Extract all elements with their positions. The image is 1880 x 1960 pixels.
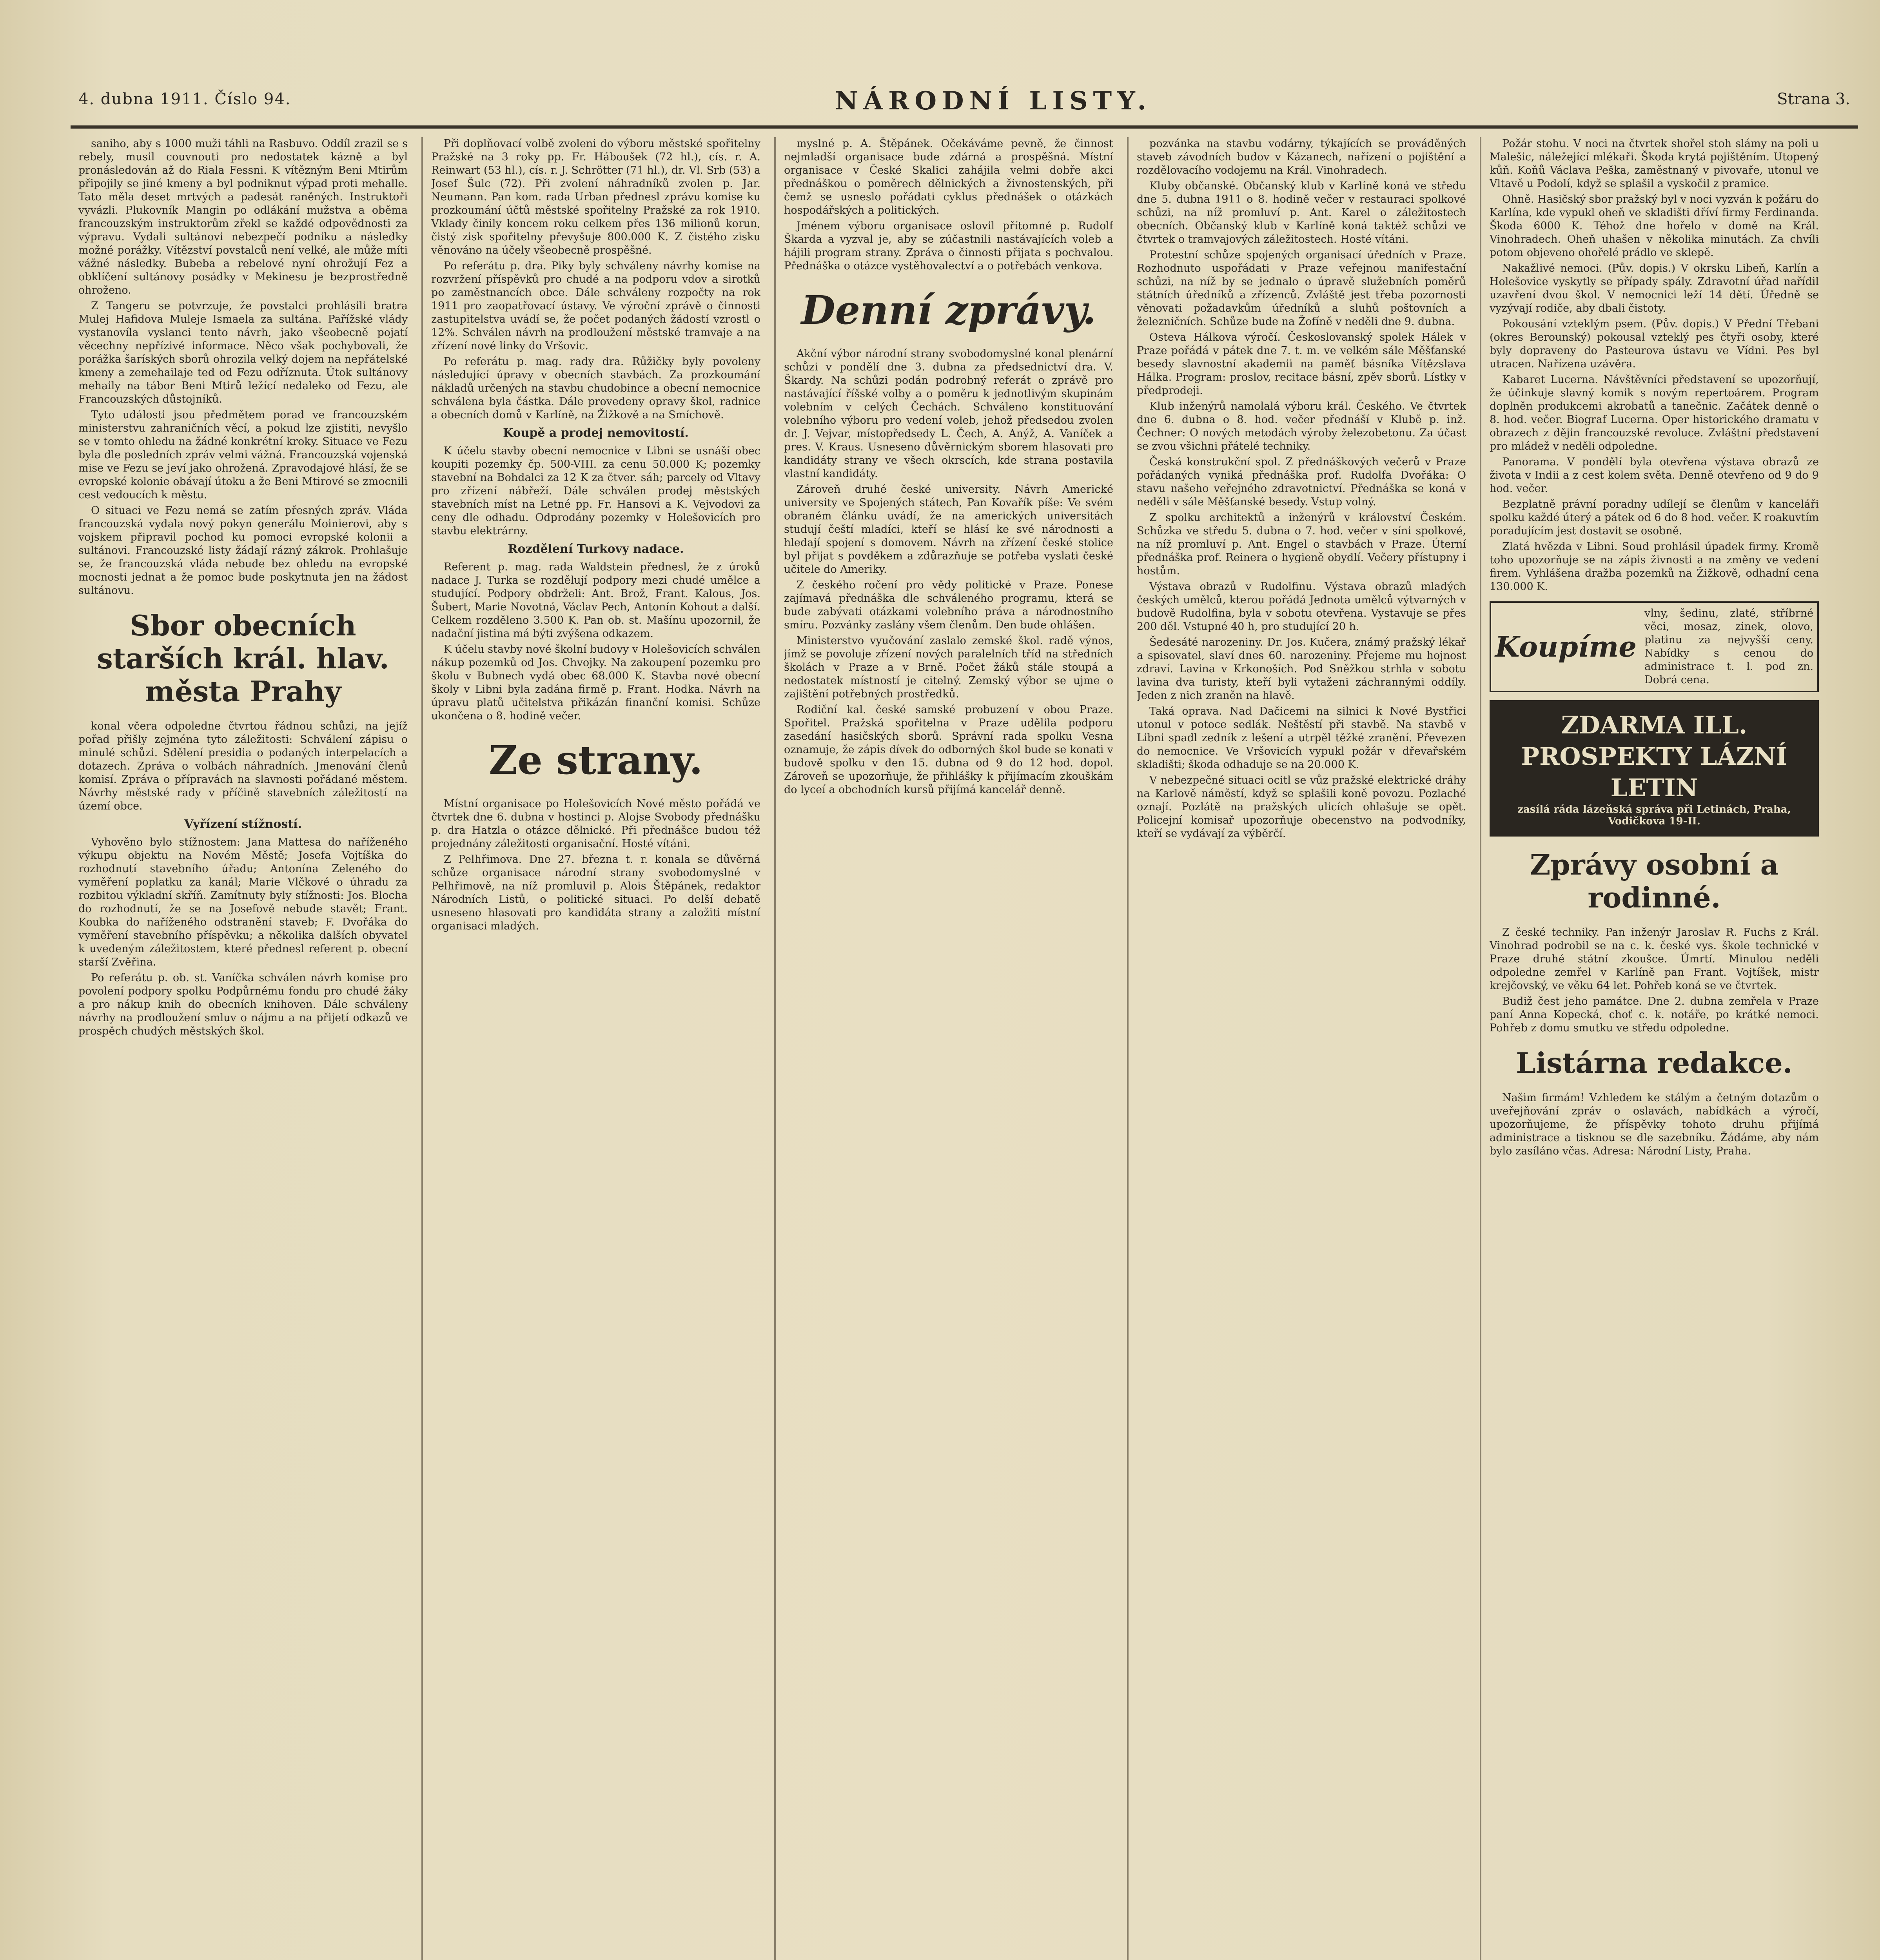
headline-editorial-mailbox: Listárna redakce. <box>1516 1046 1793 1080</box>
article-text: Z Tangeru se potvrzuje, že povstalci prohlásili bratra Mulej Hafidova Muleje Ismaela za sultána. Pařížské vlády vystanovíla vyslanci tento návrh, jako všeobecně pojatí věcechny nepřízivé informace. Něco však pochybovali, že porážka šaríských sborů ohrozila velký dojem na nepřátelské kmeny a zemehailaje ted od Fezu odříznuta. Útok sultánovy mehaily na tábor Beni Mtirů ležící nedaleko od Fezu, ale Francouzských důstojníků. <box>78 300 408 405</box>
article-text: Vyhověno bylo stížnostem: Jana Mattesa do naříženého výkupu objektu na Novém Městě; Josefa Vojtíška do rozhodnutí stavebního úřadu; Antonína Zeleného do vyměření poplatku za kanál; Marie Vlčkové o úhradu za rozbitou výkladní skříň. Zamítnuty byly stížnosti: Jos. Blocha do rozhodnutí, že se na Josefově nebude stavět; Frant. Koubka do naříženého odstranění staveb; F. Dvořáka do vyměření stavebního příspěvku; a několika dalších obyvatel k uvedeným záležitostem, které přednesl referent p. obecní starší Zvěřina. <box>78 836 408 968</box>
column-4 <box>1137 137 1466 1960</box>
article-text: Taká oprava. Nad Dačicemi na silnici k Nové Bystřici utonul v potoce sedlák. Neštěstí při stavbě. Na stavbě v Libni spadl zedník z lešení a utrpěl těžké zranění. Převezen do nemocnice. Ve Vršovicích vypukl požár v dřevařském skladišti; škoda odhaduje se na 20.000 K. <box>1137 705 1466 771</box>
article-text: Při doplňovací volbě zvoleni do výboru městské spořitelny Pražské na 3 roky pp. Fr. Háboušek (72 hl.), cís. r. A. Reinwart (53 hl.), cís. r. J. Schrötter (71 hl.), dr. Vl. Srb (53) a Josef Šulc (72). Při zvolení náhradníků zvolen p. Jar. Neumann. Pan kom. rada Urban přednesl zprávu komise ku prozkoumání účtů městské spořitelny Pražské za rok 1910. Vklady činily koncem roku celkem přes 136 milionů korun, čistý zisk spořitelny převyšuje 800.000 K. Z čistého zisku věnováno na účely všeobecně prospěšné. <box>431 138 760 256</box>
article-text: Po referátu p. mag. rady dra. Růžičky byly povoleny následující úpravy v obecních stavbách. Za prozkoumání nákladů určených na stavbu chudobince a obecní nemocnice schválena byla částka. Dále provedeny opravy škol, radnice a obecních domů v Karlíně, na Žižkově a na Smíchově. <box>431 356 760 421</box>
column-5 <box>1490 137 1819 1960</box>
article-text: K účelu stavby obecní nemocnice v Libni se usnáší obec koupiti pozemky čp. 500-VIII. za cenu 50.000 K; pozemky stavební na Bohdalci za 12 K za čtver. sáh; parcely od Vltavy pro zřízení nábřeží. Dále schválen prodej městských stavebních míst na Letné pp. Fr. Hansovi a K. Vejvodovi za ceny dle odhadu. Odprodány pozemky v Holešovicích pro stavbu elektrárny. <box>431 445 760 537</box>
article-text: Z spolku architektů a inženýrů v království Českém. Schůzka ve středu 5. dubna o 7. hod. večer v síni spolkové, na níž promluví p. Ant. Engel o stavbách v Praze. Úterní přednáška prof. Reinera o hygieně obydlí. Večery přístupny i hostům. <box>1137 512 1466 577</box>
article-text: Česká konstrukční spol. Z přednáškových večerů v Praze pořádaných vyniká přednáška prof. Rudolfa Dvořáka: O stavu našeho veřejného zdravotnictví. Přednáška se koná v neděli v sále Měšťanské besedy. Vstup volný. <box>1137 456 1466 508</box>
advertisement-koupime <box>1490 601 1819 692</box>
article-text: Místní organisace po Holešovicích Nové město pořádá ve čtvrtek dne 6. dubna v hostinci p. Alojse Svobody přednášku p. dra Hatzla o otázce dělnické. Při přednášce budou též projednány záležitosti organisační. Hosté vítáni. <box>431 798 760 850</box>
masthead: NÁRODNÍ LISTY. <box>835 86 1152 116</box>
article-text: Referent p. mag. rada Waldstein přednesl, že z úroků nadace J. Turka se rozdělují podpory mezi chudé umělce a studující. Podpory obdrželi: Ant. Brož, Frant. Kalous, Jos. Šubert, Marie Novotná, Václav Pech, Antonín Kohout a další. Celkem rozděleno 3.500 K. Pan ob. st. Mašínu upozornil, že nadační jistina má býti zvýšena odkazem. <box>431 561 760 640</box>
article-text: Kabaret Lucerna. Návštěvníci představení se upozorňují, že účinkuje slavný komik s novým repertoárem. Program doplněn produkcemi akrobatů a tanečnic. Začátek denně o 8. hod. večer. Biograf Lucerna. Oper historického dramatu v obrazech z dějin francouzské revoluce. Zvláštní představení pro mládež v neděli odpoledne. <box>1490 374 1819 452</box>
issue-date: 4. dubna 1911. Číslo 94. <box>78 90 291 108</box>
article-text: O situaci ve Fezu nemá se zatím přesných zpráv. Vláda francouzská vydala nový pokyn generálu Moinierovi, aby s vojskem připravil pochod ku pomoci evropské kolonii a sultánovi. Francouzské listy žádají rázný zákrok. Prohlašuje se, že francouzská vláda nebude bez ohledu na evropské mocnosti jednat a že pomoc bude poskytnuta jen na žádost sultánovu. <box>78 505 408 597</box>
article-text: Panorama. V pondělí byla otevřena výstava obrazů ze života v Indii a z cest kolem světa. Denně otevřeno od 9 do 9 hod. večer. <box>1490 456 1819 495</box>
page-number: Strana 3. <box>1777 90 1850 108</box>
headline-personal-news: Zprávy osobní a rodinné. <box>1530 848 1779 914</box>
column-2 <box>431 137 760 1960</box>
headline-city-council: Sbor obecních starších král. hlav. města Prahy <box>97 609 389 708</box>
ad-text: vlny, šedinu, zlaté, stříbrné věci, mosaz, zinek, olovo, platinu za nejvyšší ceny. Nabídky s cenou do administrace t. l. pod zn. Dobrá cena. <box>1644 607 1813 686</box>
ad-text: zasílá ráda lázeňská správa při Letinách, Praha, Vodičkova 19-II. <box>1517 804 1791 827</box>
article-text: Ministerstvo vyučování zaslalo zemské škol. radě výnos, jímž se povoluje zřízení nových paralelních tříd na středních školách v Praze a v Brně. Počet žáků stále stoupá a nedostatek místností je citelný. Zemský výbor se ujme o zajištění potřebných prostředků. <box>784 635 1113 700</box>
column-rule <box>774 137 776 1960</box>
article-text: K účelu stavby nové školní budovy v Holešovicích schválen nákup pozemků od Jos. Chvojky. Na zakoupení pozemku pro školu v Bubnech vydá obec 68.000 K. Stavba nové obecní školy v Libni byla zadána firmě p. Frant. Hodka. Návrh na úpravu platů učitelstva přikázán finanční komisi. Schůze ukončena o 8. hodině večer. <box>431 643 760 722</box>
article-text: Z české techniky. Pan inženýr Jaroslav R. Fuchs z Král. Vinohrad podrobil se na c. k. české vys. škole technické v Praze druhé státní zkoušce. Úmrtí. Minulou neděli odpoledne zemřel v Karlíně pan Frant. Vojtíšek, mistr krejčovský, ve věku 64 let. Pohřeb koná se ve čtvrtek. <box>1490 926 1819 992</box>
article-text: Po referátu p. dra. Piky byly schváleny návrhy komise na rozvržení příspěvků pro chudé a na podporu vdov a sirotků po zaměstnancích obce. Dále schváleny rozpočty na rok 1911 pro zaopatřovací ústavy. Ve výroční zprávě o činnosti zastupitelstva uvádí se, že počet podaných žádostí vzrostl o 12%. Schválen návrh na prodloužení městské tramvaje a na zřízení nové linky do Vršovic. <box>431 260 760 352</box>
article-text: Osteva Hálkova výročí. Českoslovanský spolek Hálek v Praze pořádá v pátek dne 7. t. m. ve velkém sále Měšťanské besedy slavnostní akademii na paměť básníka Vítězslava Hálka. Program: proslov, recitace básní, zpěv sborů. Lístky v předprodeji. <box>1137 331 1466 397</box>
article-text: Ohně. Hasičský sbor pražský byl v noci vyzván k požáru do Karlína, kde vypukl oheň ve skladišti dříví firmy Ferdinanda. Škoda 6000 K. Téhož dne hořelo v domě na Král. Vinohradech. Oheň uhašen v několika minutách. Za chvíli potom objeveno ohořelé prádlo ve sklepě. <box>1490 193 1819 259</box>
article-text: Z Pelhřimova. Dne 27. března t. r. konala se důvěrná schůze organisace národní strany svobodomyslné v Pelhřimově, na níž promluvil p. Alois Štěpánek, redaktor Národních Listů, o politické situaci. Po delší debatě usneseno hlasovati pro kandidáta strany a založiti místní organisaci mladých. <box>431 853 760 932</box>
column-rule <box>1480 137 1481 1960</box>
column-rule <box>421 137 423 1960</box>
article-text: Nakažlivé nemoci. (Pův. dopis.) V okrsku Libeň, Karlín a Holešovice vyskytly se případy spály. Zdravotní úřad nařídil uzavření dvou škol. V nemocnici leží 14 dětí. Úředně se vyzývají rodiče, aby dbali čistoty. <box>1490 262 1819 314</box>
article-text: saniho, aby s 1000 muži táhli na Rasbuvo. Oddíl zrazil se s rebely, musil couvnouti pro nedostatek kázně a byl pronásledován až do Riala Fessni. K vítězným Beni Mtirům připojily se jiné kmeny a byl podniknut výpad proti mehalle. Tato měla deset mrtvých a padesát raněných. Instruktoři vyvázli. Plukovník Mangin po odlákání mužstva a oběma francouzským instruktorům zřekl se každé odpovědnosti za výpravu. Vydali sultánovi nebezpečí podniku a následky možné porážky. Vítězství povstalců není velké, ale může míti vážné následky. Bubeba a rebelové nyní ohrožují Fez a obklíčení sultánovy posádky v Mekinesu je bezprostředně ohroženo. <box>78 138 408 296</box>
article-text: Po referátu p. ob. st. Vaníčka schválen návrh komise pro povolení podpory spolku Podpůrnému fondu pro chudé žáky a pro nákup knih do obecních knihoven. Dále schváleny návrhy na prodloužení smluv o nájmu a na přijetí odkazů ve prospěch chudých městských škol. <box>78 972 408 1037</box>
subheadline: Rozdělení Turkovy nadace. <box>508 542 684 556</box>
article-text: Rodiční kal. české samské probuzení v obou Praze. Spořitel. Pražská spořitelna v Praze udělila podporu zasedání hasičských sborů. Správní rada spolku Vesna oznamuje, že zápis dívek do odborných škol bude se konati v budově spolku v den 15. dubna od 9 do 12 hod. dopol. Zároveň se upozorňuje, že přihlášky k přijímacím zkouškám do lyceí a obchodních kursů přijímá kancelář denně. <box>784 704 1113 796</box>
ad-title: Koupíme <box>1495 630 1637 663</box>
headline-daily-news: Denní zprávy. <box>801 287 1096 333</box>
ad-title: ZDARMA ILL. PROSPEKTY LÁZNÍ LETIN <box>1521 711 1787 802</box>
article-text: Tyto události jsou předmětem porad ve francouzském ministerstvu zahraničních věcí, a pokud lze zjistiti, nevyšlo se v tomto ohledu na žádné konkrétní kroky. Situace ve Fezu byla dle posledních zpráv velmi vážná. Francouzská vojenská mise ve Fezu se jeví jako ohrožená. Zpravodajové hlásí, že se evropské kolonie obávají útoku a že Beni Mtirové se zmocnili cest vedoucích k městu. <box>78 409 408 501</box>
article-text: Šedesáté narozeniny. Dr. Jos. Kučera, známý pražský lékař a spisovatel, slaví dnes 60. narozeniny. Přejeme mu hojnost zdraví. Lavina v Krkonoších. Pod Sněžkou strhla v sobotu lavina dva turisty, kteří byli vytaženi záchrannými oddíly. Jeden z nich zraněn na hlavě. <box>1137 636 1466 702</box>
article-text: Bezplatně právní poradny udílejí se členům v kanceláři spolku každé úterý a pátek od 6 do 8 hod. večer. K roakuvtím poradujícím jest dostavit se osobně. <box>1490 498 1819 537</box>
article-text: Zlatá hvězda v Libni. Soud prohlásil úpadek firmy. Kromě toho upozorňuje se na zápis živnosti a na změny ve vedení firem. Vyhlášena dražba pozemků na Žižkově, odhadní cena 130.000 K. <box>1490 541 1819 593</box>
advertisement-prospekty <box>1490 700 1819 837</box>
column-1 <box>78 137 408 1960</box>
article-text: Z českého ročení pro vědy politické v Praze. Ponese zajímavá přednáška dle schváleného programu, která se bude zabývati otázkami volebního práva a národnostního smíru. Pozvánky zaslány všem členům. Den bude ohlášen. <box>784 579 1113 631</box>
column-3 <box>784 137 1113 1960</box>
article-text: pozvánka na stavbu vodárny, týkajících se prováděných staveb závodních budov v Kázanech, nařízení o pojištění a rozdělovacího vodojemu na Král. Vinohradech. <box>1137 138 1466 176</box>
article-text: Jménem výboru organisace oslovil přítomné p. Rudolf Škarda a vyzval je, aby se zúčastnili nastávajících voleb a hájili program strany. Zpráva o činnosti přijata s pochvalou. Přednáška o otázce vystěhovalectví a o potřebách venkova. <box>784 220 1113 272</box>
article-text: Budiž čest jeho památce. Dne 2. dubna zemřela v Praze paní Anna Kopecká, choť c. k. notáře, po krátké nemoci. Pohřeb z domu smutku ve středu odpoledne. <box>1490 995 1819 1034</box>
article-text: myslné p. A. Štěpánek. Očekáváme pevně, že činnost nejmladší organisace bude zdárná a prospěšná. Místní organisace v České Skalici zahájila velmi dobře akci přednáškou o poměrech dělnických a živnostenských, při čemž se usneslo pořádati cyklus přednášek o otázkách hospodářských a politických. <box>784 138 1113 216</box>
article-text: Akční výbor národní strany svobodomyslné konal plenární schůzi v pondělí dne 3. dubna za předsednictví dra. V. Škardy. Na schůzi podán podrobný referát o zprávě pro nastávající říšské volby a o poměru k jednotlivým skupinám volebním v celých Čechách. Schváleno konstituování volebního výboru pro vedení voleb, jehož předsedou zvolen dr. J. Vejvar, místopředsedy L. Čech, A. Anýž, A. Vaníček a pres. V. Kraus. Usneseno důvěrnickým sborem hlasovati pro kandidáty strany ve všech okrscích, kde strana postavila vlastní kandidáty. <box>784 348 1113 480</box>
article-text: Pokousání vzteklým psem. (Pův. dopis.) V Přední Třebani (okres Berounský) pokousal vzteklý pes čtyři osoby, které byly dopraveny do Pasteurova ústavu ve Vídni. Pes byl utracen. Nařízena uzávěra. <box>1490 318 1819 370</box>
article-text: konal včera odpoledne čtvrtou řádnou schůzi, na jejíž pořad přišly zejména tyto záležitosti: Schválení zápisu o minulé schůzi. Sdělení presidia o podaných interpelacích a dotazech. Zpráva o volbách náhradních. Jmenování členů komisí. Zpráva o přípravách na slavnosti pořádané městem. Návrhy městské rady v příčině stavebních záležitostí na území obce. <box>78 720 408 812</box>
subheadline: Koupě a prodej nemovitostí. <box>503 426 689 440</box>
header-rule <box>71 125 1858 129</box>
article-text: Kluby občanské. Občanský klub v Karlíně koná ve středu dne 5. dubna 1911 o 8. hodině večer v restauraci spolkové schůzi, na níž promluví p. Ant. Karel o záležitostech obecních. Občanský klub v Karlíně koná taktéž schůzi ve čtvrtek o tramvajových záležitostech. Hosté vítáni. <box>1137 180 1466 245</box>
subheadline: Vyřízení stížností. <box>184 817 302 831</box>
article-text: Klub inženýrů namolalá výboru král. Českého. Ve čtvrtek dne 6. dubna o 8. hod. večer přednáší v Klubě p. inž. Čechner: O nových metodách výroby železobetonu. Za účast se zvou všichni přátelé techniky. <box>1137 400 1466 452</box>
article-text: Našim firmám! Vzhledem ke stálým a četným dotazům o uveřejňování zpráv o oslavách, nabídkách a výročí, upozorňujeme, že příspěvky tohoto druhu přijímá administrace a tisknou se dle sazebníku. Žádáme, aby nám bylo zasíláno včas. Adresa: Národní Listy, Praha. <box>1490 1092 1819 1157</box>
column-rule <box>1127 137 1129 1960</box>
headline-party: Ze strany. <box>489 737 703 783</box>
article-text: Požár stohu. V noci na čtvrtek shořel stoh slámy na poli u Malešic, náležející mlékaři. Škoda krytá pojištěním. Utopený kůň. Koňů Václava Peška, zaměstnaný v pivovaře, utonul ve Vltavě u Podolí, když se splašil a vyskočil z pramice. <box>1490 138 1819 190</box>
page-header <box>78 86 1850 118</box>
article-text: Protestní schůze spojených organisací úředních v Praze. Rozhodnuto uspořádati v Praze veřejnou manifestační schůzi, na níž by se jednalo o úpravě služebních poměrů státních úředníků a zřízenců. Zvláště jest třeba pozornosti věnovati požadavkům úředníků a sluhů poštovních a železničních. Schůze bude na Žofíně v neděli dne 9. dubna. <box>1137 249 1466 328</box>
article-text: Výstava obrazů v Rudolfinu. Výstava obrazů mladých českých umělců, kterou pořádá Jednota umělců výtvarných v budově Rudolfina, byla v sobotu otevřena. Vystavuje se přes 200 děl. Vstupné 40 h, pro studující 20 h. <box>1137 581 1466 633</box>
article-text: V nebezpečné situaci ocitl se vůz pražské elektrické dráhy na Karlově náměstí, když se splašili koně povozu. Pozlaché oznají. Pozlátě na pražských ulicích ohlašuje se opět. Policejní komisař upozorňuje obecenstvo na podvodníky, kteří se vydávají za výběrčí. <box>1137 774 1466 840</box>
article-text: Zároveň druhé české university. Návrh Americké university ve Spojených státech, Pan Kovařík píše: Ve svém obraném článku uvádí, že na amerických universitách studují čeští mladíci, kteří se hlásí ke své národnosti a hledají spojení s domovem. Návrh na zřízení české stolice byl přijat s povděkem a zdůrazňuje se potřeba vyslati české učitele do Ameriky. <box>784 483 1113 575</box>
